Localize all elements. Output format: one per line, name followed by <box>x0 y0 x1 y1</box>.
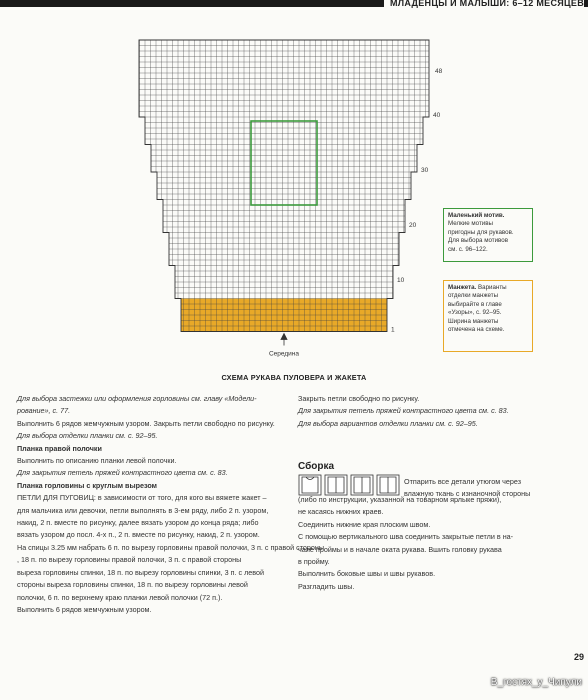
legend-cuff-title: Манжета. <box>448 284 477 291</box>
page-number: 29 <box>573 652 584 662</box>
text-line: стороны выреза горловины спинки, 18 п. по вырезу горловины левой <box>17 580 248 590</box>
legend-cuff-line: Варианты <box>478 284 507 291</box>
sleeve-outline <box>139 40 429 332</box>
legend-cuff-line: отделки манжеты <box>448 292 499 300</box>
text-line: Для выбора отделки планки см. с. 92–95. <box>17 431 158 441</box>
text-line: Отпарить все детали утюгом через <box>404 477 522 486</box>
text-line: Выполнить 6 рядов жемчужным узором. <box>17 604 152 614</box>
text-line: Выполнить боковые швы и швы рукавов. <box>298 569 436 579</box>
garment-piece-icon <box>351 475 373 495</box>
legend-cuff <box>443 280 533 352</box>
section-heading: Планка горловины с круглым вырезом <box>17 480 158 490</box>
text-line: чале проймы и в начале оката рукава. Вшить головку рукава <box>298 544 502 554</box>
text-line: Выполнить по описанию планки левой полочки. <box>17 456 177 466</box>
right-column-top <box>298 393 578 430</box>
garment-piece-icon <box>299 475 321 495</box>
assembly-text <box>298 494 578 593</box>
legend-motif <box>443 208 533 262</box>
assembly-heading: Сборка <box>298 461 335 472</box>
row-label: 20 <box>409 221 417 229</box>
section-heading: Планка правой полочки <box>17 443 102 453</box>
row-label: 30 <box>421 166 429 174</box>
garment-piece-icon <box>325 475 347 495</box>
text-line: С помощью вертикального шва соединить закрытые петли в на- <box>298 532 514 542</box>
center-label: Середина <box>268 350 300 358</box>
legend-cuff-line: «Узоры», с. 92–95. <box>448 309 502 317</box>
text-line: Соединить нижние края плоским швом. <box>298 519 431 529</box>
text-line: в пройму. <box>298 557 330 567</box>
text-line: , 18 п. по вырезу горловины правой полочки, 3 п. с правой стороны <box>17 555 242 565</box>
legend-cuff-line: выбирайте в главе <box>448 300 502 308</box>
text-line: для мальчика или девочки, петли выполнять в 3-ем ряду, либо 2 п. узором, <box>17 505 269 515</box>
text-line: полочки, 6 п. по верхнему краю планки левой полочки (72 п.). <box>17 592 223 602</box>
garment-piece-icon <box>377 475 399 495</box>
row-label: 1 <box>391 326 395 334</box>
center-arrow-icon <box>281 334 287 346</box>
running-header: МЛАДЕНЦЫ И МАЛЫШИ: 6–12 МЕСЯЦЕВ <box>384 0 584 10</box>
text-line: Для закрытия петель пряжей контрастного цвета см. с. 83. <box>298 406 509 416</box>
text-line: накид, 2 п. вместе по рисунку, далее вязать узором до конца ряда; либо <box>17 518 259 528</box>
legend-motif-line: см. с. 96–122. <box>448 245 488 253</box>
text-line: Для выбора вариантов отделки планки см. с. 92–95. <box>298 418 478 428</box>
text-line: Для закрытия петель пряжей контрастного цвета см. с. 83. <box>17 468 228 478</box>
grid-lines <box>134 40 434 332</box>
chart-grid <box>134 40 434 332</box>
chart-title: СХЕМА РУКАВА ПУЛОВЕРА И ЖАКЕТА <box>221 373 367 382</box>
text-line: выреза горловины спинки, 18 п. по вырезу горловины спинки, 3 п. с левой <box>17 567 265 577</box>
text-line: ПЕТЛИ ДЛЯ ПУГОВИЦ: в зависимости от того, для кого вы вяжете жакет – <box>17 493 267 503</box>
legend-motif-line: Для выбора мотивов <box>448 237 508 245</box>
row-label: 48 <box>435 67 443 75</box>
assembly-pieces-icons <box>298 474 402 496</box>
text-line: Закрыть петли свободно по рисунку. <box>298 394 420 403</box>
row-label: 40 <box>433 111 441 119</box>
legend-motif-line: Мелкие мотивы <box>448 220 493 228</box>
text-line: На спицы 3.25 мм набрать 6 п. по вырезу горловины правой полочки, 3 п. с правой стороны <box>17 542 325 552</box>
watermark: В_гостях_у_Чипули <box>490 677 582 688</box>
text-line: влажную ткань с изнаночной стороны <box>404 488 531 498</box>
row-label: 10 <box>397 276 405 284</box>
text-line: рование», с. 77. <box>17 406 71 416</box>
text-line: Для выбора застежки или оформления горловины см. главу «Модели- <box>17 394 257 403</box>
legend-cuff-line: Ширина манжеты <box>448 317 499 325</box>
text-line: не касаясь нижних краев. <box>298 507 384 517</box>
legend-cuff-line: отмечена на схеме. <box>448 326 505 334</box>
text-line: (либо по инструкции, указанной на товарном ярлыке пряжи), <box>298 495 502 504</box>
text-line: Выполнить 6 рядов жемчужным узором. Закрыть петли свободно по рисунку. <box>17 418 275 428</box>
text-line: Разгладить швы. <box>298 581 355 591</box>
legend-motif-line: пригодны для рукавов. <box>448 228 514 236</box>
legend-motif-title: Маленький мотив. <box>448 212 505 219</box>
text-line: вязать узором до посл. 4-х п., 2 п. вместе по рисунку, накид, 2 п. узором. <box>17 530 260 540</box>
